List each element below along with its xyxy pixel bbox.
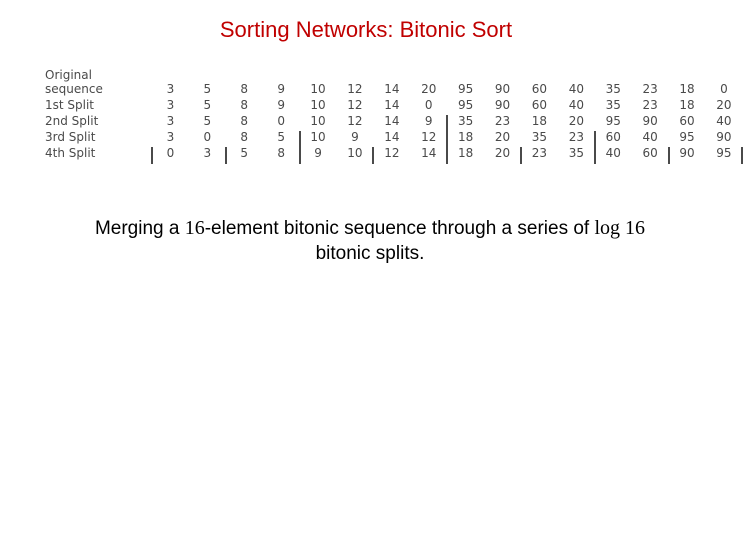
bitonic-split-table (42, 64, 732, 176)
table-cell: 9 (277, 82, 285, 96)
table-cell: 3 (166, 98, 175, 112)
table-cell: 90 (494, 98, 511, 112)
table-cell: 20 (568, 114, 584, 128)
table-cell: 95 (716, 146, 732, 160)
table-cell: 8 (277, 146, 285, 160)
table-cell: 12 (347, 114, 363, 128)
table-cell: 95 (458, 98, 474, 112)
table-cell: 14 (384, 130, 400, 144)
table-cell: 23 (568, 130, 584, 144)
table-cell: 90 (494, 82, 511, 96)
table-cell: 3 (166, 130, 175, 144)
table-cell: 40 (642, 130, 658, 144)
split-divider (594, 131, 596, 164)
table-cell: 0 (277, 114, 285, 128)
split-divider (446, 115, 448, 164)
table-cell: 35 (568, 146, 584, 160)
table-cell: 40 (716, 114, 732, 128)
table-cell: 12 (347, 82, 363, 96)
table-cell: 5 (203, 98, 212, 112)
table-cell: 23 (494, 114, 511, 128)
table-cell: 10 (347, 146, 363, 160)
row-label: sequence (45, 82, 103, 96)
split-divider (151, 147, 153, 164)
caption-n: 16 (184, 217, 205, 239)
table-cell: 18 (458, 146, 474, 160)
table-cell: 95 (679, 130, 695, 144)
table-cell: 40 (568, 98, 584, 112)
table-cell: 8 (240, 98, 249, 112)
row-label: 2nd Split (45, 114, 99, 128)
table-cell: 20 (716, 98, 732, 112)
table-cell: 60 (531, 82, 548, 96)
table-cell: 40 (568, 82, 584, 96)
split-divider (299, 131, 301, 164)
table-cell: 14 (384, 114, 400, 128)
slide-caption (38, 216, 702, 266)
table-cell: 5 (277, 130, 285, 144)
table-cell: 9 (277, 98, 285, 112)
split-divider (372, 147, 374, 164)
table-cell: 0 (166, 146, 175, 160)
row-label: 1st Split (45, 98, 95, 112)
table-cell: 3 (166, 82, 175, 96)
caption-log-expression: log 16 (594, 217, 646, 239)
row-label: 4th Split (45, 146, 96, 160)
table-cell: 60 (605, 130, 621, 144)
table-cell: 8 (240, 114, 249, 128)
table-cell: 10 (310, 114, 326, 128)
table-cell: 0 (203, 130, 212, 144)
table-cell: 9 (351, 130, 359, 144)
table-cell: 10 (310, 98, 326, 112)
split-divider (520, 147, 522, 164)
table-cell: 35 (605, 82, 621, 96)
table-cell: 23 (531, 146, 548, 160)
table-cell: 5 (203, 114, 212, 128)
caption-line-2: bitonic splits. (315, 243, 425, 264)
table-cell: 14 (384, 82, 400, 96)
table-cell: 60 (679, 114, 695, 128)
table-cell: 90 (716, 130, 732, 144)
table-cell: 20 (421, 82, 437, 96)
table-cell: 18 (458, 130, 474, 144)
table-cell: 10 (310, 82, 326, 96)
table-cell: 9 (424, 114, 433, 128)
table-cell: 18 (531, 114, 548, 128)
split-divider (225, 147, 227, 164)
table-cell: 5 (203, 82, 212, 96)
table-cell: 60 (642, 146, 658, 160)
table-cell: 35 (458, 114, 474, 128)
table-cell: 90 (679, 146, 695, 160)
table-cell: 95 (605, 114, 621, 128)
table-cell: 20 (494, 130, 511, 144)
table-cell: 14 (384, 98, 400, 112)
split-divider (668, 147, 670, 164)
table-cell: 18 (679, 82, 695, 96)
table-cell: 23 (642, 98, 658, 112)
table-cell: 14 (421, 146, 437, 160)
table-cell: 12 (384, 146, 400, 160)
table-cell: 12 (347, 98, 363, 112)
table-cell: 10 (310, 130, 326, 144)
table-cell: 18 (679, 98, 695, 112)
table-cell: 0 (720, 82, 728, 96)
slide-title: Sorting Networks: Bitonic Sort (219, 17, 513, 42)
table-cell: 35 (605, 98, 621, 112)
table-cell: 23 (642, 82, 658, 96)
table-cell: 8 (240, 82, 249, 96)
table-cell: 40 (605, 146, 621, 160)
table-cell: 60 (531, 98, 548, 112)
table-cell: 5 (240, 146, 249, 160)
table-cell: 95 (458, 82, 474, 96)
table-cell: 12 (421, 130, 437, 144)
table-cell: 8 (240, 130, 249, 144)
table-cell: 90 (642, 114, 658, 128)
table-cell: 35 (531, 130, 548, 144)
caption-prefix: Merging a (94, 218, 185, 239)
caption-middle: -element bitonic sequence through a series of (204, 218, 595, 239)
table-cell: 9 (314, 146, 322, 160)
table-cell: 20 (494, 146, 511, 160)
table-cell: 3 (166, 114, 175, 128)
row-label: Original (45, 68, 92, 82)
row-label: 3rd Split (45, 130, 96, 144)
table-cell: 0 (424, 98, 433, 112)
table-cell: 3 (203, 146, 212, 160)
